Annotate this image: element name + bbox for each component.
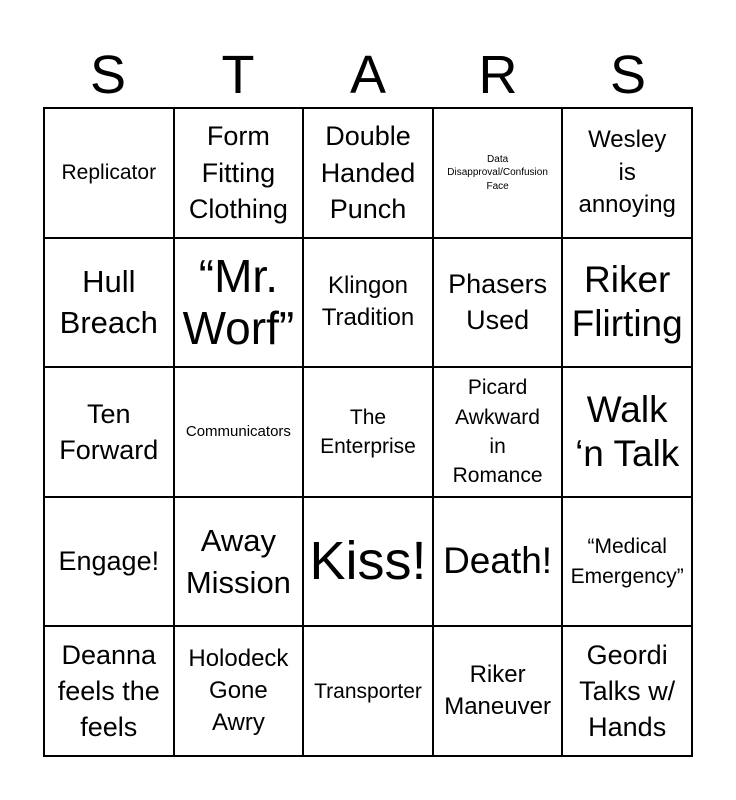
bingo-cell[interactable] [434,498,564,628]
bingo-cell-text: Phasers Used [448,268,548,336]
bingo-cell[interactable] [304,368,434,498]
bingo-cell-text: Form Fitting Clothing [188,121,288,225]
bingo-cell-text: Picard Awkward in Romance [452,376,543,488]
bingo-cell[interactable] [45,498,175,628]
header-letter-1: S [89,45,127,105]
bingo-cell[interactable] [45,627,175,757]
header-letter-3: A [349,45,387,105]
bingo-cell[interactable] [175,368,305,498]
bingo-cell[interactable] [45,239,175,369]
bingo-cell[interactable] [45,109,175,239]
bingo-cell[interactable] [304,498,434,628]
bingo-cell-text: Riker Maneuver [444,660,551,721]
bingo-cell[interactable] [563,368,693,498]
bingo-cell-text: Hull Breach [59,263,158,341]
bingo-cell[interactable] [434,368,564,498]
bingo-cell-text: “Medical Emergency” [570,535,684,588]
bingo-cell-text: Walk ‘n Talk [575,388,680,474]
bingo-cell-text: Holodeck Gone Awry [188,644,289,737]
bingo-cell-text: Riker Flirting [571,259,683,345]
bingo-cell-text: Geordi Talks w/ Hands [579,639,676,743]
bingo-cell-text: Engage! [58,546,160,577]
bingo-cell-text: The Enterprise [320,405,416,458]
bingo-cell[interactable] [304,627,434,757]
bingo-cell-text: Death! [443,540,553,582]
bingo-board [43,107,693,757]
bingo-cell[interactable] [563,627,693,757]
bingo-cell-text: Ten Forward [59,398,159,465]
bingo-cell[interactable] [175,109,305,239]
header-letter-2: T [221,45,255,105]
bingo-header [43,44,693,106]
bingo-cell[interactable] [45,368,175,498]
bingo-cell[interactable] [175,239,305,369]
bingo-cell-text: Replicator [61,161,157,185]
bingo-cell-text: Transporter [314,679,422,703]
bingo-cell[interactable] [434,627,564,757]
bingo-cell-text: Data Disapproval/Confusion Face [447,153,548,192]
bingo-cell-text: Klingon Tradition [321,272,415,332]
bingo-cell-text: Away Mission [185,522,291,600]
bingo-cell[interactable] [175,498,305,628]
bingo-cell[interactable] [434,239,564,369]
header-letter-4: R [478,45,518,105]
bingo-cell-text: Communicators [185,423,291,441]
bingo-cell[interactable] [175,627,305,757]
bingo-cell[interactable] [563,239,693,369]
bingo-cell[interactable] [563,109,693,239]
bingo-cell-text: Kiss! [309,530,427,591]
bingo-cell-text: “Mr. Worf” [182,249,295,355]
bingo-cell-text: Double Handed Punch [320,121,416,225]
bingo-cell[interactable] [563,498,693,628]
header-letter-5: S [609,45,647,105]
bingo-cell[interactable] [434,109,564,239]
bingo-cell-text: Wesley is annoying [578,126,676,218]
bingo-cell[interactable] [304,239,434,369]
bingo-cell[interactable] [304,109,434,239]
bingo-cell-text: Deanna feels the feels [57,639,160,743]
